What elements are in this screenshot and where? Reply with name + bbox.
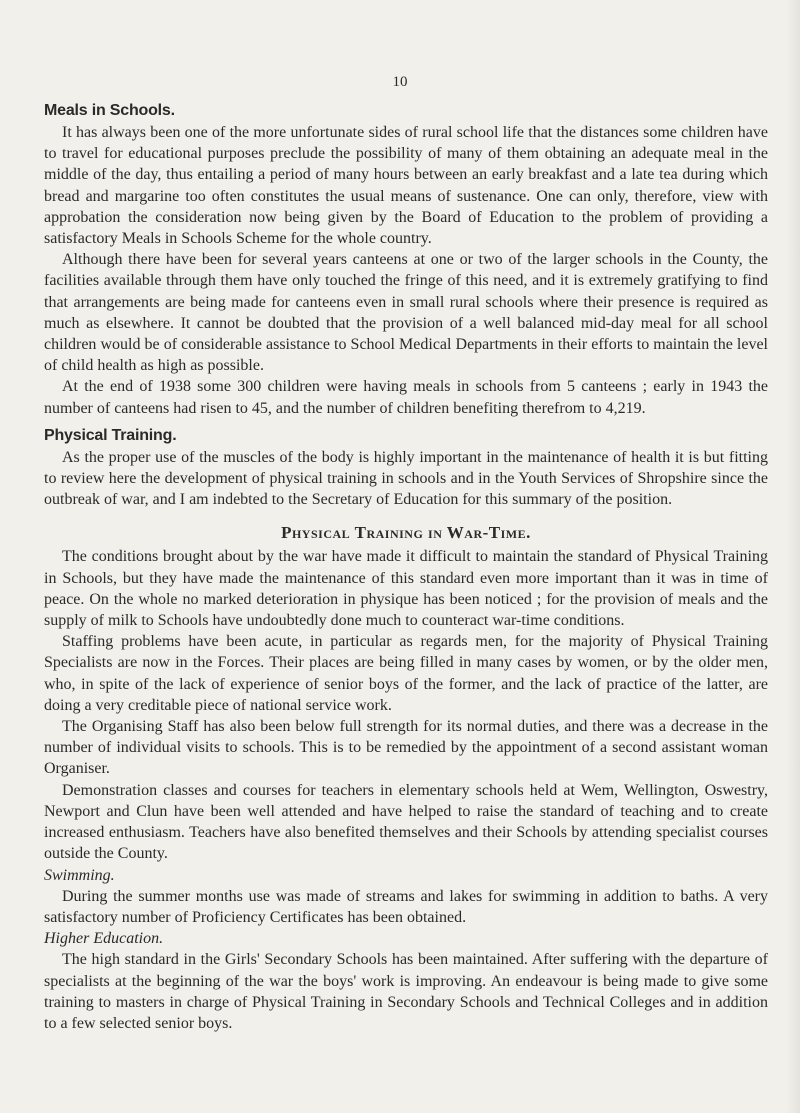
paragraph-war-time-4: Demonstration classes and courses for teachers in elementary schools held at Wem, Wellington, Oswestry, Newport and Clun have been well attended and have helped to raise the standard of teaching and to create increased enthusiasm. Teachers have also benefited themselves and their Schools by attending specialist courses outside the County.	[44, 781, 768, 863]
document-body	[44, 100, 768, 1034]
heading-higher-education: Higher Education.	[44, 930, 164, 948]
paragraph-physical-1: As the proper use of the muscles of the body is highly important in the maintenance of health it is but fitting to review here the development of physical training in schools and in the Youth Services of Shropshire since the outbreak of war, and I am indebted to the Secretary of Education for this summary of the position.	[44, 448, 768, 509]
heading-meals-in-schools: Meals in Schools.	[44, 102, 175, 119]
paragraph-swimming-1: During the summer months use was made of streams and lakes for swimming in addition to baths. A very satisfactory number of Proficiency Certificates has been obtained.	[44, 887, 768, 926]
paragraph-meals-3: At the end of 1938 some 300 children were having meals in schools from 5 canteens ; early in 1943 the number of canteens had risen to 45, and the number of children benefiting therefrom to 4,219.	[44, 378, 768, 417]
heading-swimming: Swimming.	[44, 866, 115, 884]
paragraph-higher-education-1: The high standard in the Girls' Secondary Schools has been maintained. After suffering with the departure of specialists at the beginning of the war the boys' work is improving. An endeavour is being made to give some training to masters in charge of Physical Training in Secondary Schools and Technical Colleges and in addition to a few selected senior boys.	[44, 951, 768, 1032]
heading-physical-training: Physical Training.	[44, 426, 177, 444]
paragraph-meals-2: Although there have been for several years canteens at one or two of the larger schools in the County, the facilities available through them have only touched the fringe of this need, and it is extremely gratifying to find that arrangements are being made for canteens even in small rural schools where their presence is required as much as elsewhere. It cannot be doubted that the provision of a well balanced mid-day meal for all school children would be of considerable assistance to School Medical Departments in their efforts to maintain the level of child health as high as possible.	[44, 251, 768, 375]
paragraph-war-time-1: The conditions brought about by the war have made it difficult to maintain the standard of Physical Training in Schools, but they have made the maintenance of this standard even more important than it was in time of peace. On the whole no marked deterioration in physique has been noticed ; for the provision of meals and the supply of milk to Schools have undoubtedly done much to counteract war-time conditions.	[44, 548, 768, 630]
paragraph-war-time-3: The Organising Staff has also been below full strength for its normal duties, and there was a decrease in the number of individual visits to schools. This is to be remedied by the appointment of a second assistant woman Organiser.	[44, 718, 768, 778]
paragraph-war-time-2: Staffing problems have been acute, in particular as regards men, for the majority of Physical Training Specialists are now in the Forces. Their places are being filled in many cases by women, or by the older men, who, in spite of the lack of experience of senior boys of the former, and the lack of practice of the latter, are doing a very creditable piece of national service work.	[44, 633, 768, 714]
page-number: 10	[392, 74, 408, 90]
paragraph-meals-1: It has always been one of the more unfortunate sides of rural school life that the distances some children have to travel for educational purposes preclude the possibility of many of them obtaining an adequate meal in the middle of the day, thus entailing a period of many hours between an early breakfast and a late tea during which bread and margarine too often constitutes the usual means of sustenance. One can only, therefore, view with approbation the consideration now being given by the Board of Education to the problem of providing a satisfactory Meals in Schools Scheme for the whole country.	[44, 124, 768, 248]
heading-physical-training-war-time: Physical Training in War-Time.	[281, 523, 531, 543]
page-edge-shadow	[786, 0, 800, 1113]
